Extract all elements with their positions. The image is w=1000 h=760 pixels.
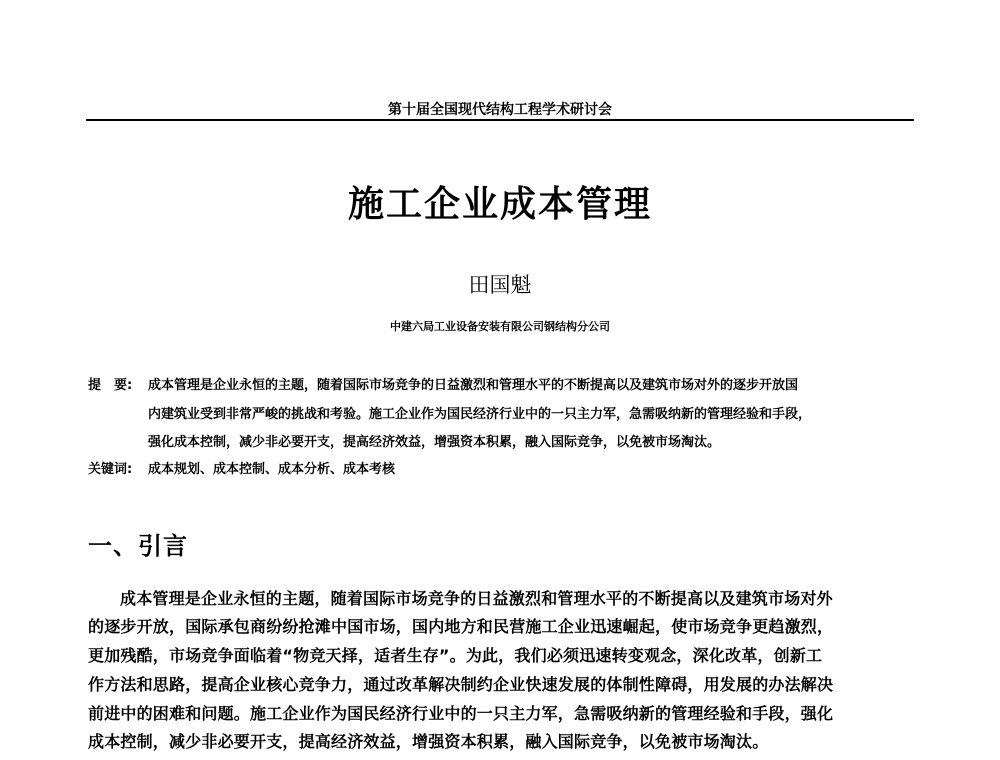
body-paragraph-line: 作方法和思路，提高企业核心竞争力，通过改革解决制约企业快速发展的体制性障碍，用发展的办法解决 [88, 675, 834, 694]
body-paragraph-line: 成本控制，减少非必要开支，提高经济效益，增强资本积累，融入国际竞争，以免被市场淘汰。 [88, 732, 769, 751]
section-heading: 一、引言 [88, 531, 188, 560]
body-paragraph-line: 更加残酷，市场竞争面临着“物竞天择，适者生存”。为此，我们必须迅速转变观念，深化改革，创新工 [88, 646, 823, 665]
author-affiliation: 中建六局工业设备安装有限公司钢结构分公司 [390, 320, 610, 333]
abstract-label: 提 要: [88, 378, 133, 393]
paper-title: 施工企业成本管理 [347, 183, 652, 225]
body-paragraph-line: 成本管理是企业永恒的主题，随着国际市场竞争的日益激烈和管理水平的不断提高以及建筑市场对外 [120, 589, 833, 608]
paper-author: 田国魁 [468, 273, 532, 297]
abstract-line: 强化成本控制，减少非必要开支，提高经济效益，增强资本积累，融入国际竞争，以免被市场淘汰。 [148, 435, 721, 450]
running-header: 第十届全国现代结构工程学术研讨会 [388, 102, 612, 118]
body-paragraph-line: 的逐步开放，国际承包商纷纷抢滩中国市场，国内地方和民营施工企业迅速崛起，使市场竞争更趋激烈， [88, 617, 834, 636]
abstract-line: 成本管理是企业永恒的主题，随着国际市场竞争的日益激烈和管理水平的不断提高以及建筑市场对外的逐步开放国 [148, 378, 799, 393]
keywords-value: 成本规划、成本控制、成本分析、成本考核 [148, 462, 396, 477]
body-paragraph-line: 前进中的困难和问题。施工企业作为国民经济行业中的一只主力军，急需吸纳新的管理经验和手段，强化 [88, 704, 834, 723]
keywords-label: 关键词: [88, 462, 133, 477]
abstract-line: 内建筑业受到非常严峻的挑战和考验。施工企业作为国民经济行业中的一只主力军，急需吸纳新的管理经验和手段， [148, 407, 812, 422]
header-rule [86, 119, 914, 121]
